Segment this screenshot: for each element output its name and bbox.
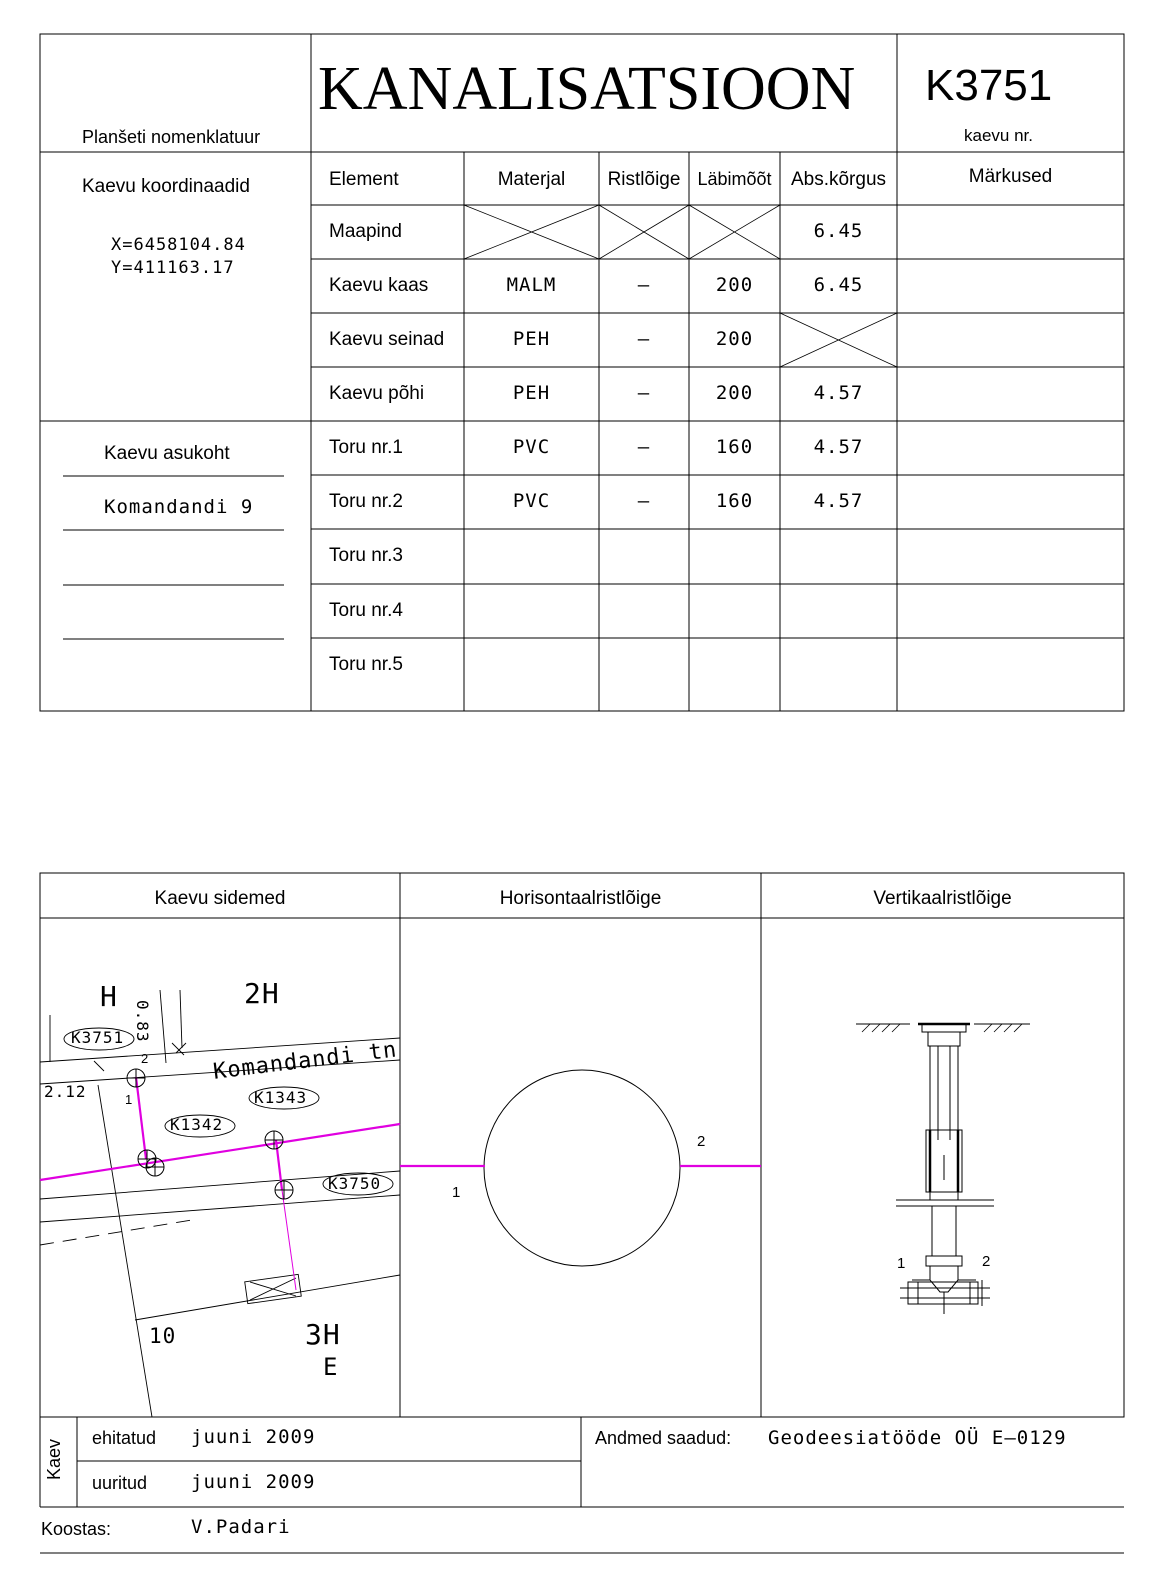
andmed-value: Geodeesiatööde OÜ E–0129 bbox=[768, 1427, 1067, 1449]
well-k3750-label: K3750 bbox=[328, 1174, 382, 1193]
coordinate-y: Y=411163.17 bbox=[111, 258, 235, 278]
col-header-ristloige: Ristlõige bbox=[607, 169, 681, 190]
well-number-caption: kaevu nr. bbox=[964, 126, 1033, 145]
uuritud-label: uuritud bbox=[92, 1473, 148, 1493]
vert-pipe-2-label: 2 bbox=[982, 1253, 991, 1270]
horis-pipe-2-label: 2 bbox=[697, 1133, 706, 1150]
col-header-element: Element bbox=[329, 169, 399, 190]
table-cell: 200 bbox=[715, 382, 754, 404]
ehitatud-label: ehitatud bbox=[92, 1428, 157, 1448]
table-row-label: Kaevu kaas bbox=[329, 275, 429, 296]
horizontal-section-header: Horisontaalristlõige bbox=[499, 888, 662, 909]
table-row-label: Toru nr.2 bbox=[329, 491, 403, 512]
map-pipe-1-label: 1 bbox=[125, 1092, 133, 1107]
table-cell: – bbox=[637, 436, 651, 458]
coordinate-x: X=6458104.84 bbox=[111, 235, 246, 255]
table-cell: – bbox=[637, 274, 651, 296]
table-cell: PVC bbox=[512, 490, 551, 512]
dimension-212-label: 2.12 bbox=[44, 1082, 87, 1101]
table-cell: – bbox=[637, 382, 651, 404]
location-label: Kaevu asukoht bbox=[104, 443, 230, 464]
koostas-value: V.Padari bbox=[191, 1516, 291, 1538]
table-row-label: Toru nr.1 bbox=[329, 437, 403, 458]
table-cell: 4.57 bbox=[813, 382, 864, 404]
table-cell: PEH bbox=[512, 328, 551, 350]
table-cell: PVC bbox=[512, 436, 551, 458]
table-row-label: Kaevu seinad bbox=[329, 329, 445, 350]
parcel-3h-label: 3H bbox=[305, 1318, 341, 1351]
coordinates-label: Kaevu koordinaadid bbox=[82, 176, 250, 197]
table-cell: 6.45 bbox=[813, 274, 864, 296]
well-k3751-label: K3751 bbox=[71, 1028, 125, 1047]
table-cell: – bbox=[637, 328, 651, 350]
table-cell: PEH bbox=[512, 382, 551, 404]
horis-pipe-1-label: 1 bbox=[452, 1184, 461, 1201]
col-header-labimoot: Läbimõõt bbox=[697, 169, 772, 189]
dimension-083-label: 0.83 bbox=[133, 1000, 152, 1043]
table-row-label: Kaevu põhi bbox=[329, 383, 425, 404]
parcel-h-label: H bbox=[100, 980, 118, 1013]
table-cell: 200 bbox=[715, 328, 754, 350]
street-label: Komandandi tn bbox=[211, 1037, 399, 1085]
map-pipe-2-label: 2 bbox=[141, 1051, 149, 1066]
horizontal-section bbox=[400, 1070, 761, 1266]
col-header-abs-korgus: Abs.kõrgus bbox=[790, 169, 887, 190]
location-value: Komandandi 9 bbox=[104, 496, 254, 518]
table-row-label: Toru nr.4 bbox=[329, 600, 403, 621]
well-k1342-label: K1342 bbox=[170, 1115, 224, 1134]
kaev-vertical-label: Kaev bbox=[44, 1438, 64, 1480]
table-row-label: Toru nr.5 bbox=[329, 654, 403, 675]
nomenclature-label: Planšeti nomenklatuur bbox=[82, 127, 261, 147]
andmed-label: Andmed saadud: bbox=[595, 1428, 732, 1448]
parcel-10-label: 10 bbox=[149, 1324, 177, 1348]
table-cell: MALM bbox=[506, 274, 557, 296]
document-title: KANALISATSIOON bbox=[318, 55, 856, 123]
table-cell: 200 bbox=[715, 274, 754, 296]
table-cell: 160 bbox=[715, 490, 754, 512]
table-row-label: Maapind bbox=[329, 221, 402, 242]
sidemed-header: Kaevu sidemed bbox=[154, 888, 286, 909]
vertical-section bbox=[856, 1024, 1030, 1314]
lower-frame-lines bbox=[40, 873, 1124, 1553]
table-cell: – bbox=[637, 490, 651, 512]
table-row-label: Toru nr.3 bbox=[329, 545, 403, 566]
ehitatud-value: juuni 2009 bbox=[191, 1426, 316, 1448]
table-cell: 6.45 bbox=[813, 220, 864, 242]
well-number: K3751 bbox=[925, 61, 1053, 110]
vertical-section-header: Vertikaalristlõige bbox=[873, 888, 1012, 909]
table-cell: 4.57 bbox=[813, 490, 864, 512]
col-header-materjal: Materjal bbox=[497, 169, 566, 190]
table-cell: 160 bbox=[715, 436, 754, 458]
vert-pipe-1-label: 1 bbox=[897, 1255, 906, 1272]
col-header-markused: Märkused bbox=[968, 166, 1053, 187]
koostas-label: Koostas: bbox=[41, 1519, 112, 1539]
parcel-e-label: E bbox=[323, 1353, 339, 1381]
well-k1343-label: K1343 bbox=[254, 1088, 308, 1107]
table-cell: 4.57 bbox=[813, 436, 864, 458]
uuritud-value: juuni 2009 bbox=[191, 1471, 316, 1493]
parcel-2h-label: 2H bbox=[244, 977, 280, 1010]
